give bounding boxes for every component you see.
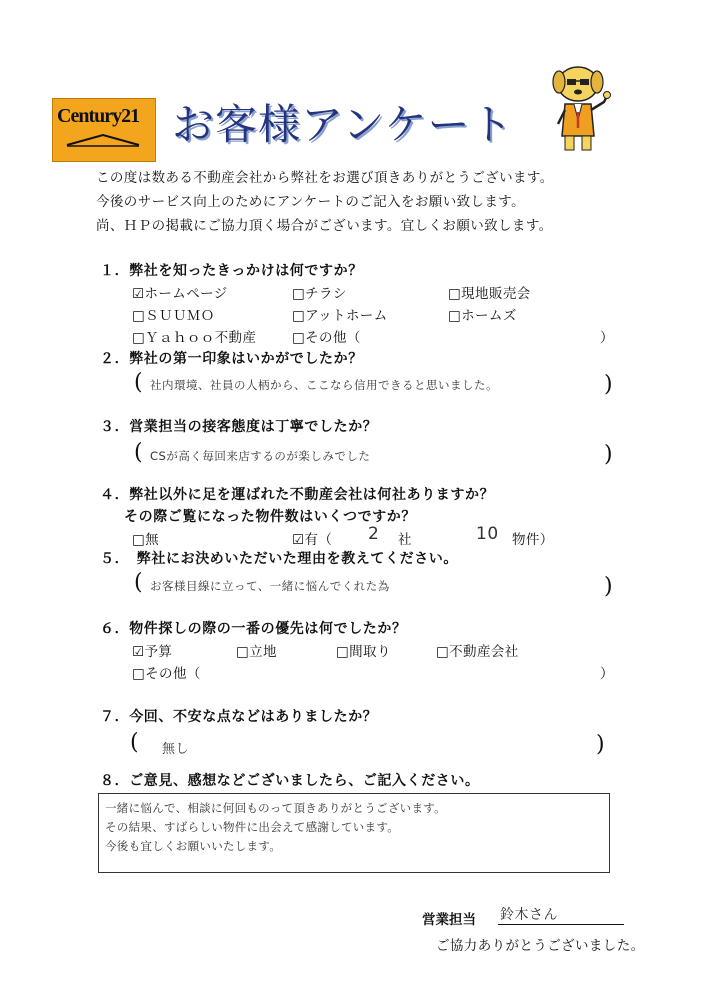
q5-answer[interactable]: お客様目線に立って、一緒に悩んでくれた為	[150, 579, 390, 593]
logo-text: Century21	[57, 105, 140, 127]
q7-answer[interactable]: 無し	[162, 742, 190, 757]
q1-other-close: ）	[600, 330, 614, 346]
q2-answer[interactable]: 社内環境、社員の人柄から、ここなら信用できると思いました。	[150, 378, 498, 392]
q6-label: ６．物件探しの際の一番の優先は何でしたか？	[100, 621, 407, 637]
q3-label: ３．営業担当の接客態度は丁寧でしたか？	[100, 419, 378, 435]
q1-label: １．弊社を知ったきっかけは何ですか？	[100, 263, 363, 279]
q2-open-paren: (	[134, 370, 143, 395]
logo-house-icon	[63, 133, 143, 147]
q2-label: ２．弊社の第一印象はいかがでしたか？	[100, 351, 363, 367]
q7-label: ７．今回、不安な点などはありましたか？	[100, 709, 378, 725]
q1-option-athome[interactable]: □アットホーム	[292, 308, 388, 324]
q8-comment-line-1: 一緒に悩んで、相談に何回ものって頂きありがとうございます。	[105, 801, 446, 815]
q1-option-homes[interactable]: □ホームズ	[448, 308, 517, 324]
q6-option-other[interactable]: □その他（	[132, 666, 201, 682]
q4-label-2: その際ご覧になった物件数はいくつですか？	[124, 509, 416, 525]
rep-name[interactable]: 鈴木さん	[500, 907, 558, 923]
q8-label: ８．ご意見、感想などございましたら、ご記入ください。	[100, 773, 480, 789]
q4-company-unit: 社	[398, 532, 412, 548]
q1-option-yahoo[interactable]: □Ｙａｈｏｏ不動産	[132, 330, 257, 346]
q5-label: ５． 弊社にお決めいただいた理由を教えてください。	[100, 551, 458, 567]
page-title: お客様アンケート	[172, 100, 514, 149]
intro-line-1: この度は数ある不動産会社から弊社をお選び頂きありがとうございます。	[96, 170, 554, 186]
thanks-text: ご協力ありがとうございました。	[436, 938, 645, 954]
mascot-dog-icon	[548, 62, 618, 156]
q6-option-location[interactable]: □立地	[236, 644, 277, 660]
q1-option-other[interactable]: □その他（	[292, 330, 361, 346]
q5-open-paren: (	[134, 570, 143, 595]
q6-other-close: ）	[600, 666, 614, 682]
q6-option-budget[interactable]: ☑予算	[132, 644, 173, 660]
q1-option-open-house[interactable]: □現地販売会	[448, 286, 531, 302]
q2-close-paren: )	[604, 372, 613, 397]
q3-open-paren: (	[134, 440, 143, 465]
q6-option-company[interactable]: □不動産会社	[436, 644, 519, 660]
q4-property-count[interactable]: 10	[476, 524, 499, 544]
century21-logo	[52, 98, 156, 162]
q3-close-paren: )	[604, 442, 613, 467]
q1-option-flyer[interactable]: □チラシ	[292, 286, 347, 302]
q4-option-none[interactable]: □無	[132, 532, 160, 548]
q7-open-paren: (	[130, 730, 139, 755]
q3-answer[interactable]: CSが高く毎回来店するのが楽しみでした	[150, 449, 371, 463]
q4-property-unit: 物件）	[512, 532, 554, 548]
intro-line-3: 尚、ＨＰの掲載にご協力頂く場合がございます。宜しくお願い致します。	[96, 218, 553, 234]
q4-label: ４．弊社以外に足を運ばれた不動産会社は何社ありますか？	[100, 487, 495, 503]
intro-line-2: 今後のサービス向上のためにアンケートのご記入をお願い致します。	[96, 194, 526, 210]
q4-option-yes[interactable]: ☑有（	[292, 532, 333, 548]
rep-underline	[498, 924, 624, 925]
q7-close-paren: )	[596, 732, 605, 757]
q1-option-suumo[interactable]: □ＳＵＵＭＯ	[132, 308, 215, 324]
q1-option-homepage[interactable]: ☑ホームページ	[132, 286, 228, 302]
q8-comment-line-3: 今後も宜しくお願いいたします。	[105, 839, 282, 853]
q5-close-paren: )	[604, 574, 613, 599]
q8-comment-line-2: その結果、すばらしい物件に出会えて感謝しています。	[105, 820, 400, 834]
rep-label: 営業担当	[422, 912, 476, 928]
q6-option-layout[interactable]: □間取り	[336, 644, 391, 660]
q4-company-count[interactable]: 2	[368, 524, 380, 544]
q8-comment-box[interactable]	[98, 793, 610, 873]
